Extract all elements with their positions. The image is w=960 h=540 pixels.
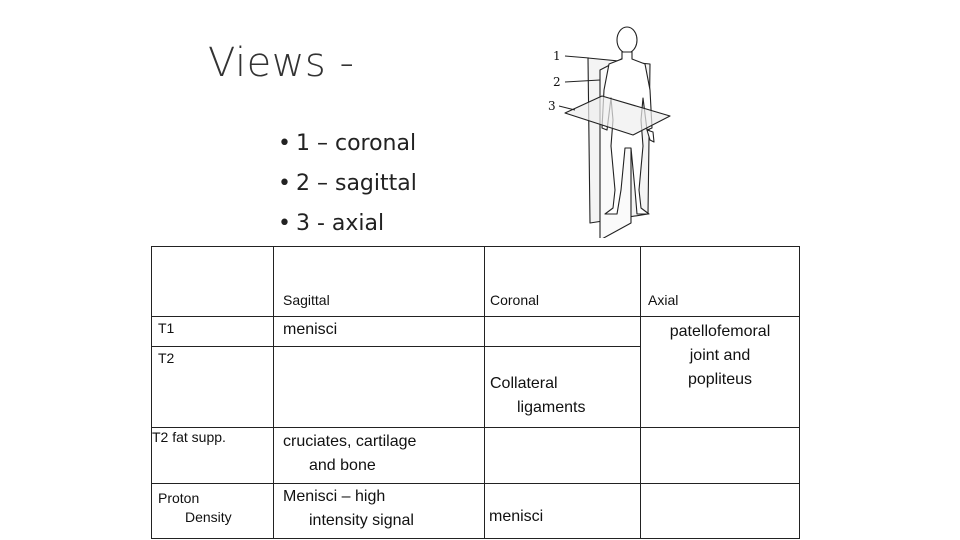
row-label-t1: T1 [152,317,274,347]
bullet-axial [278,208,417,248]
cell-t2fs-coronal [485,428,641,484]
slide-title: Views - [208,40,355,86]
table-row-t2-fat-supp [152,428,800,484]
header-label: Sagittal [283,292,330,308]
header-label: Axial [648,292,679,308]
row-label-proton-density: Proton Density [152,484,274,539]
plane-label-3: 3 [548,99,556,113]
header-coronal [485,247,641,317]
axial-plane [565,96,670,135]
t2fs-sagittal-text: cruciates, cartilage and bone [283,433,417,474]
bullet-coronal [278,128,417,168]
bullet-text: 1 – coronal [296,131,417,156]
bullet-marker: • [278,211,291,236]
header-label: Coronal [490,292,540,308]
cell-axial-t1-t2 [641,317,800,428]
header-sagittal [274,247,485,317]
table-row-t1 [152,317,800,347]
anatomical-planes-figure [545,18,675,238]
plane-label-2: 2 [553,75,561,89]
cell-pd-sagittal [274,484,485,539]
cell-pd-axial [641,484,800,539]
bullet-sagittal [278,168,417,208]
plane-label-1: 1 [553,49,561,63]
cell-t2fs-sagittal [274,428,485,484]
row-label-t2: T2 [152,347,274,428]
cell-t2-coronal [485,347,641,428]
cell-t1-sagittal: menisci [274,317,485,347]
bullet-marker: • [278,131,291,156]
views-bullet-list [278,128,417,248]
cell-t2-sagittal [274,347,485,428]
bullet-marker: • [278,171,291,196]
coronal-cell-text: Collateral ligaments [490,375,586,416]
mri-views-table [151,246,800,539]
header-axial [641,247,800,317]
row-label-t2-fat-supp: T2 fat supp. [152,428,274,484]
cell-pd-coronal: menisci [485,484,641,539]
axial-cell-text: patellofemoral joint and popliteus [669,323,771,388]
label-1-leader [565,56,589,58]
bullet-text: 2 – sagittal [296,171,417,196]
label-3-leader [559,106,575,110]
pd-sagittal-text: Menisci – high intensity signal [283,488,414,529]
bullet-text: 3 - axial [296,211,385,236]
header-empty-cell [152,247,274,317]
cell-t2fs-axial [641,428,800,484]
table-header-row [152,247,800,317]
table-row-proton-density [152,484,800,539]
cell-t1-coronal [485,317,641,347]
